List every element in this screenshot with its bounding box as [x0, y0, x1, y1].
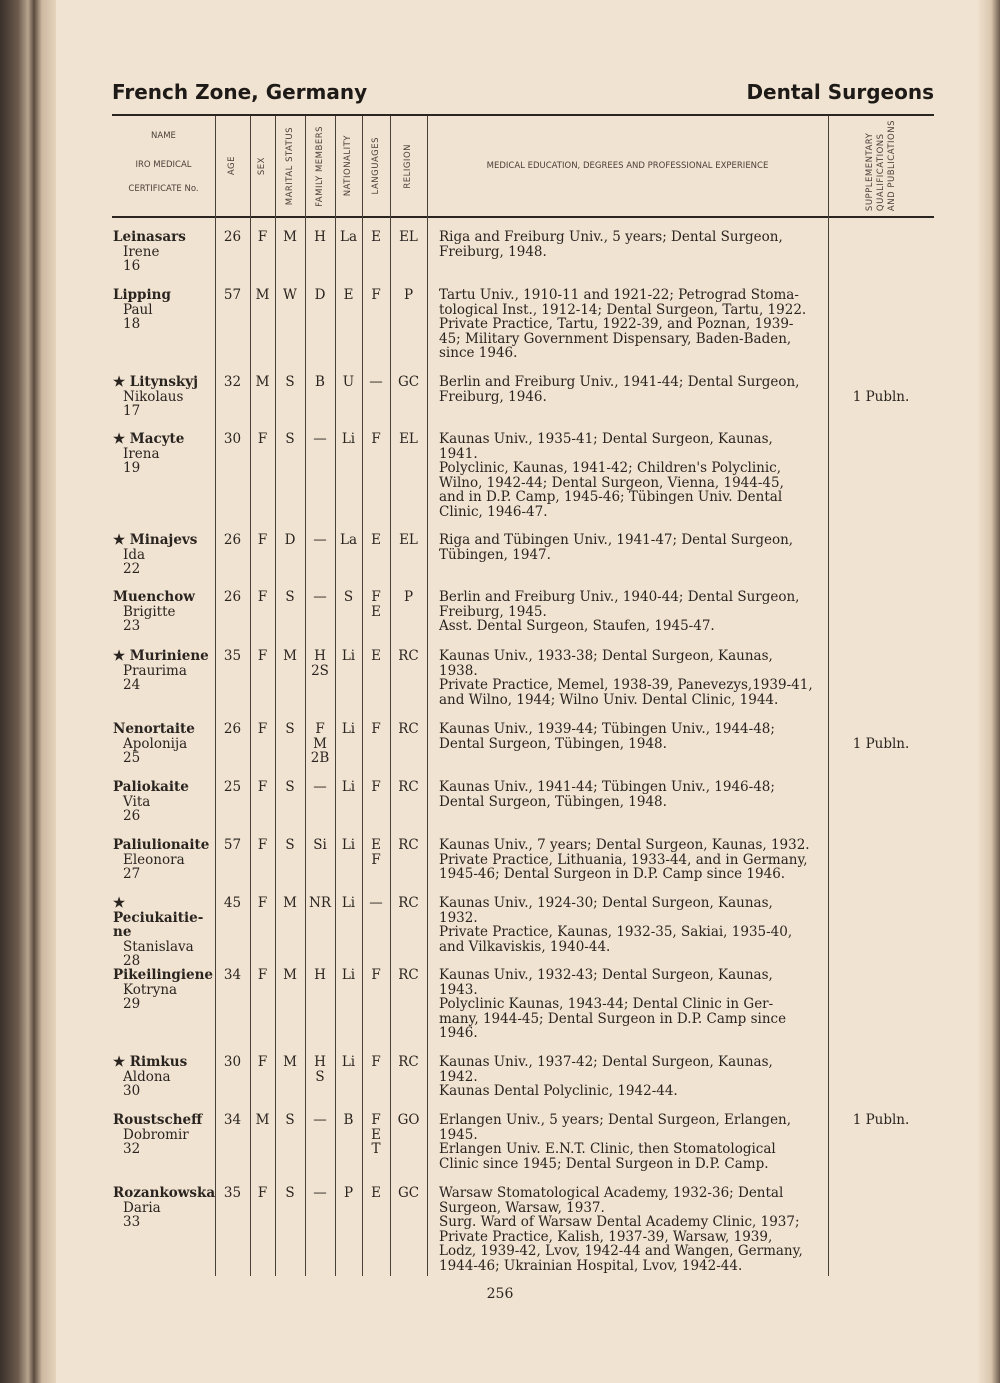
- family-cell: —: [313, 589, 327, 605]
- education-cell: Kaunas Univ., 1933-38; Dental Surgeon, Kaunas, 1938. Private Practice, Memel, 1938-39, Panevezys,1939-41, and Wilno, 1944; Wilno Univ. Dental Clinic, 1944.: [439, 648, 813, 708]
- religion-cell: GC: [397, 1185, 420, 1201]
- surname: ★ Muriniene: [113, 648, 209, 664]
- education-cell: Warsaw Stomatological Academy, 1932-36; Dental Surgeon, Warsaw, 1937. Surg. Ward of Warsaw Dental Academy Clinic, 1937; Private Practice, Kalish, 1937-39, Warsaw, 1939, Lodz, 1939-42, Lvov, 1942-44 and Wangen, Germany, 1944-46; Ukrainian Hospital, Lvov, 1942-44.: [439, 1185, 803, 1274]
- name-cell: [113, 1186, 217, 1230]
- nationality-cell: La: [339, 229, 357, 245]
- religion-cell: RC: [398, 1054, 419, 1070]
- certificate-number: 18: [123, 316, 141, 332]
- age-cell: 57: [223, 287, 242, 303]
- languages-cell: E F: [371, 837, 381, 868]
- given-name: Irena: [123, 445, 160, 462]
- marital-cell: S: [285, 374, 295, 390]
- column-header-sex: SEX: [257, 156, 267, 176]
- religion-cell: RC: [398, 967, 419, 983]
- given-name: Paul: [123, 301, 153, 318]
- marital-cell: W: [283, 287, 297, 303]
- education-cell: Berlin and Freiburg Univ., 1941-44; Dental Surgeon, Freiburg, 1946.: [439, 374, 800, 405]
- marital-cell: S: [285, 1185, 295, 1201]
- nationality-cell: Li: [341, 837, 356, 853]
- family-cell: —: [313, 532, 327, 548]
- name-cell: [113, 896, 217, 969]
- supplementary-cell: 1 Publn.: [852, 735, 910, 752]
- sex-cell: F: [257, 837, 268, 853]
- surname: Leinasars: [113, 229, 186, 245]
- certificate-number: 28: [123, 953, 141, 969]
- page-edge: [978, 0, 1000, 1383]
- certificate-number: 30: [123, 1083, 141, 1099]
- sex-cell: F: [257, 1185, 268, 1201]
- sex-cell: M: [255, 287, 270, 303]
- religion-cell: EL: [399, 532, 418, 548]
- sex-cell: F: [257, 431, 268, 447]
- family-cell: B: [315, 374, 325, 390]
- name-cell: [113, 1055, 217, 1099]
- name-cell: [113, 1113, 217, 1157]
- surname: ★ Minajevs: [113, 532, 198, 548]
- given-name: Stanislava: [123, 938, 194, 955]
- column-header-name: [112, 117, 215, 215]
- education-cell: Kaunas Univ., 1932-43; Dental Surgeon, Kaunas, 1943. Polyclinic Kaunas, 1943-44; Dental Clinic in Ger- many, 1944-45; Dental Surgeon in D.P. Camp since 1946.: [439, 967, 787, 1041]
- nationality-cell: Li: [341, 779, 356, 795]
- languages-cell: F: [371, 1054, 381, 1070]
- marital-cell: M: [283, 1054, 297, 1070]
- supplementary-cell: 1 Publn.: [852, 388, 910, 405]
- certificate-number: 17: [123, 403, 141, 419]
- name-cell: [113, 375, 217, 419]
- education-cell: Tartu Univ., 1910-11 and 1921-22; Petrograd Stoma- tological Inst., 1912-14; Dental Surgeon, Tartu, 1922. Private Practice, Tartu, 1922-39, and Poznan, 1939- 45; Military Government Dispensary, Baden-Baden, since 1946.: [439, 287, 807, 361]
- education-cell: Erlangen Univ., 5 years; Dental Surgeon, Erlangen, 1945. Erlangen Univ. E.N.T. Clinic, then Stomatological Clinic since 1945; Dental Surgeon in D.P. Camp.: [439, 1112, 792, 1172]
- nationality-cell: La: [339, 532, 357, 548]
- book-binding: [0, 0, 56, 1383]
- section-title: French Zone, Germany: [112, 80, 368, 104]
- age-cell: 26: [223, 589, 242, 605]
- name-cell: [113, 432, 217, 476]
- family-cell: H: [314, 967, 326, 983]
- religion-cell: RC: [398, 837, 419, 853]
- given-name: Ida: [123, 546, 146, 563]
- name-cell: [113, 288, 217, 332]
- marital-cell: M: [283, 895, 297, 911]
- surname: ★ Macyte: [113, 431, 185, 447]
- page-number: 256: [486, 1286, 514, 1302]
- sex-cell: M: [255, 374, 270, 390]
- surname: Roustscheff: [113, 1112, 203, 1128]
- sex-cell: F: [257, 532, 268, 548]
- marital-cell: M: [283, 229, 297, 245]
- age-cell: 35: [223, 1185, 242, 1201]
- given-name: Vita: [123, 793, 151, 810]
- education-cell: Kaunas Univ., 1939-44; Tübingen Univ., 1944-48; Dental Surgeon, Tübingen, 1948.: [439, 721, 775, 752]
- family-cell: H: [314, 229, 326, 245]
- religion-cell: RC: [398, 895, 419, 911]
- age-cell: 45: [223, 895, 242, 911]
- name-cell: [113, 590, 217, 634]
- header-bottom-rule: [112, 216, 934, 218]
- name-cell: [113, 722, 217, 766]
- certificate-number: 23: [123, 618, 141, 634]
- name-cell: [113, 968, 217, 1012]
- cert-label: IRO MEDICAL CERTIFICATE No.: [128, 160, 199, 194]
- surname: Pikeilingiene: [113, 967, 213, 983]
- marital-cell: M: [283, 648, 297, 664]
- column-header-nationality: NATIONALITY: [343, 135, 353, 197]
- given-name: Irene: [123, 243, 160, 260]
- nationality-cell: S: [343, 589, 354, 605]
- sex-cell: F: [257, 779, 268, 795]
- age-cell: 26: [223, 229, 242, 245]
- education-cell: Berlin and Freiburg Univ., 1940-44; Dental Surgeon, Freiburg, 1945. Asst. Dental Surgeon, Staufen, 1945-47.: [439, 589, 800, 634]
- family-cell: F M 2B: [310, 721, 330, 766]
- supplementary-cell: 1 Publn.: [852, 1112, 910, 1128]
- column-header-religion: RELIGION: [403, 143, 413, 189]
- education-cell: Kaunas Univ., 1941-44; Tübingen Univ., 1946-48; Dental Surgeon, Tübingen, 1948.: [439, 779, 775, 810]
- nationality-cell: Li: [341, 648, 356, 664]
- sex-cell: F: [257, 1054, 268, 1070]
- column-header-marital: MARITAL STATUS: [284, 126, 295, 206]
- age-cell: 30: [223, 1054, 242, 1070]
- religion-cell: GC: [397, 374, 420, 390]
- nationality-cell: Li: [341, 431, 356, 447]
- marital-cell: S: [285, 589, 295, 605]
- age-cell: 32: [223, 374, 242, 390]
- surname: Paliulionaite: [113, 837, 210, 853]
- languages-cell: E: [371, 532, 381, 548]
- certificate-number: 19: [123, 460, 141, 476]
- languages-cell: F: [371, 431, 381, 447]
- age-cell: 30: [223, 431, 242, 447]
- marital-cell: D: [284, 532, 296, 548]
- family-cell: H S: [314, 1054, 326, 1085]
- education-cell: Riga and Freiburg Univ., 5 years; Dental Surgeon, Freiburg, 1948.: [439, 229, 783, 260]
- marital-cell: M: [283, 967, 297, 983]
- marital-cell: S: [285, 431, 295, 447]
- languages-cell: F E T: [371, 1112, 381, 1157]
- religion-cell: GO: [397, 1112, 420, 1128]
- age-cell: 57: [223, 837, 242, 853]
- languages-cell: E: [371, 648, 381, 664]
- given-name: Brigitte: [123, 603, 176, 620]
- certificate-number: 25: [123, 750, 141, 766]
- sex-cell: F: [257, 895, 268, 911]
- languages-cell: F E: [371, 589, 381, 620]
- column-divider: [427, 116, 428, 1276]
- religion-cell: EL: [399, 431, 418, 447]
- certificate-number: 29: [123, 996, 141, 1012]
- nationality-cell: E: [343, 287, 354, 303]
- surname: Paliokaite: [113, 779, 189, 795]
- sex-cell: F: [257, 721, 268, 737]
- header-top-rule: [112, 114, 934, 116]
- education-cell: Kaunas Univ., 7 years; Dental Surgeon, Kaunas, 1932. Private Practice, Lithuania, 1933-44, and in Germany, 1945-46; Dental Surgeon in D.P. Camp since 1946.: [439, 837, 810, 882]
- family-cell: —: [313, 779, 327, 795]
- education-cell: Kaunas Univ., 1924-30; Dental Surgeon, Kaunas, 1932. Private Practice, Kaunas, 1932-35, Sakiai, 1935-40, and Vilkaviskis, 1940-44.: [439, 895, 793, 955]
- languages-cell: F: [371, 967, 381, 983]
- name-cell: [113, 838, 217, 882]
- religion-cell: RC: [398, 779, 419, 795]
- surname: Rozankowska: [113, 1185, 216, 1201]
- name-cell: [113, 780, 217, 824]
- family-cell: —: [313, 431, 327, 447]
- sex-cell: M: [255, 1112, 270, 1128]
- name-label: NAME: [151, 131, 176, 141]
- education-cell: Kaunas Univ., 1937-42; Dental Surgeon, Kaunas, 1942. Kaunas Dental Polyclinic, 1942-44.: [439, 1054, 773, 1099]
- age-cell: 26: [223, 721, 242, 737]
- column-header-age: AGE: [227, 156, 237, 176]
- age-cell: 26: [223, 532, 242, 548]
- family-cell: H 2S: [311, 648, 329, 679]
- nationality-cell: Li: [341, 1054, 356, 1070]
- column-header-education: MEDICAL EDUCATION, DEGREES AND PROFESSIONAL EXPERIENCE: [486, 161, 769, 171]
- sex-cell: F: [257, 967, 268, 983]
- nationality-cell: U: [342, 374, 355, 390]
- certificate-number: 33: [123, 1214, 141, 1230]
- surname: ★ Litynskyj: [113, 374, 199, 390]
- certificate-number: 24: [123, 677, 141, 693]
- surname: ★ Peciukaitie- ne: [113, 895, 204, 940]
- given-name: Aldona: [123, 1068, 171, 1085]
- age-cell: 34: [223, 1112, 242, 1128]
- category-title: Dental Surgeons: [746, 80, 934, 104]
- nationality-cell: B: [343, 1112, 354, 1128]
- given-name: Apolonija: [123, 735, 188, 752]
- religion-cell: RC: [398, 721, 419, 737]
- nationality-cell: P: [343, 1185, 354, 1201]
- certificate-number: 16: [123, 258, 141, 274]
- surname: Lipping: [113, 287, 171, 303]
- sex-cell: F: [257, 589, 268, 605]
- given-name: Praurima: [123, 662, 187, 679]
- languages-cell: F: [371, 779, 381, 795]
- age-cell: 34: [223, 967, 242, 983]
- nationality-cell: Li: [341, 895, 356, 911]
- religion-cell: EL: [399, 229, 418, 245]
- religion-cell: RC: [398, 648, 419, 664]
- age-cell: 25: [223, 779, 242, 795]
- family-cell: Si: [313, 837, 327, 853]
- religion-cell: P: [403, 287, 414, 303]
- languages-cell: F: [371, 287, 381, 303]
- languages-cell: F: [371, 721, 381, 737]
- given-name: Dobromir: [123, 1126, 189, 1143]
- given-name: Kotryna: [123, 981, 178, 998]
- name-cell: [113, 533, 217, 577]
- family-cell: —: [313, 1112, 327, 1128]
- languages-cell: —: [369, 895, 383, 911]
- surname: Nenortaite: [113, 721, 195, 737]
- certificate-number: 32: [123, 1141, 141, 1157]
- languages-cell: —: [369, 374, 383, 390]
- surname: Muenchow: [113, 589, 195, 605]
- surname: ★ Rimkus: [113, 1054, 188, 1070]
- family-cell: —: [313, 1185, 327, 1201]
- nationality-cell: Li: [341, 721, 356, 737]
- column-header-family: FAMILY MEMBERS: [314, 125, 325, 207]
- age-cell: 35: [223, 648, 242, 664]
- marital-cell: S: [285, 779, 295, 795]
- languages-cell: E: [371, 1185, 381, 1201]
- certificate-number: 27: [123, 866, 141, 882]
- marital-cell: S: [285, 721, 295, 737]
- given-name: Daria: [123, 1199, 161, 1216]
- sex-cell: F: [257, 229, 268, 245]
- family-cell: D: [314, 287, 326, 303]
- given-name: Nikolaus: [123, 388, 184, 405]
- education-cell: Kaunas Univ., 1935-41; Dental Surgeon, Kaunas, 1941. Polyclinic, Kaunas, 1941-42; Children's Polyclinic, Wilno, 1942-44; Dental Surgeon, Vienna, 1944-45, and in D.P. Camp, 1945-46; Tübingen Univ. Dental Clinic, 1946-47.: [439, 431, 784, 520]
- name-cell: [113, 230, 217, 274]
- education-cell: Riga and Tübingen Univ., 1941-47; Dental Surgeon, Tübingen, 1947.: [439, 532, 794, 563]
- column-header-languages: LANGUAGES: [370, 137, 381, 195]
- languages-cell: E: [371, 229, 381, 245]
- name-cell: [113, 649, 217, 693]
- certificate-number: 26: [123, 808, 141, 824]
- column-divider: [828, 116, 829, 1276]
- column-header-supplementary: SUPPLEMENTARY QUALIFICATIONS AND PUBLICATIONS: [864, 120, 897, 212]
- marital-cell: S: [285, 1112, 295, 1128]
- certificate-number: 22: [123, 561, 141, 577]
- religion-cell: P: [403, 589, 414, 605]
- given-name: Eleonora: [123, 851, 185, 868]
- nationality-cell: Li: [341, 967, 356, 983]
- family-cell: NR: [309, 895, 331, 911]
- sex-cell: F: [257, 648, 268, 664]
- marital-cell: S: [285, 837, 295, 853]
